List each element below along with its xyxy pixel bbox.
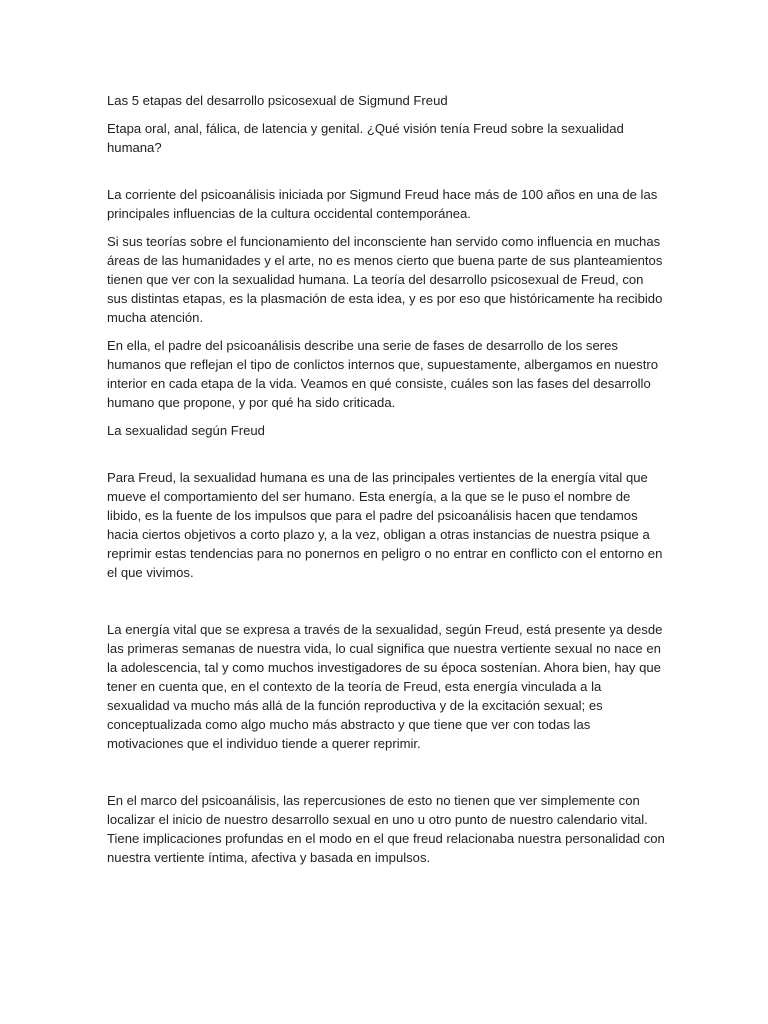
paragraph: La energía vital que se expresa a través de la sexualidad, según Freud, está presente ya desde las primeras semanas de nuestra vida, lo cual significa que nuestra vertiente sexual no nace en la adolescencia, tal y como muchos investigadores de su época sostenían. Ahora bien, hay que tener en cuenta que, en el contexto de la teoría de Freud, esta energía vinculada a la sexualidad va mucho más allá de la función reproductiva y de la excitación sexual; es conceptualizada como algo mucho más abstracto y que tiene que ver con todas las motivaciones que el individuo tiende a querer reprimir.	[107, 622, 663, 751]
paragraph: La corriente del psicoanálisis iniciada por Sigmund Freud hace más de 100 años en una de las principales influencias de la cultura occidental contemporánea.	[107, 187, 658, 221]
section-heading: La sexualidad según Freud	[107, 423, 265, 438]
paragraph: Para Freud, la sexualidad humana es una de las principales vertientes de la energía vital que mueve el comportamiento del ser humano. Esta energía, a la que se le puso el nombre de libido, es la fuente de los impulsos que para el padre del psicoanálisis hacen que tendamos hacia ciertos objetivos a corto plazo y, a la vez, obligan a otras instancias de nuestra psique a reprimir estas tendencias para no ponernos en peligro o no entrar en conflicto con el entorno en el que vivimos.	[107, 470, 663, 580]
paragraph: En el marco del psicoanálisis, las repercusiones de esto no tienen que ver simplemente con localizar el inicio de nuestro desarrollo sexual en uno u otro punto de nuestro calendario vital. Tiene implicaciones profundas en el modo en el que freud relacionaba nuestra personalidad con nuestra vertiente íntima, afectiva y basada en impulsos.	[107, 793, 665, 865]
document-subtitle: Etapa oral, anal, fálica, de latencia y genital. ¿Qué visión tenía Freud sobre la sexualidad humana?	[107, 121, 624, 155]
paragraph: Si sus teorías sobre el funcionamiento del inconsciente han servido como influencia en muchas áreas de las humanidades y el arte, no es menos cierto que buena parte de sus planteamientos tienen que ver con la sexualidad humana. La teoría del desarrollo psicosexual de Freud, con sus distintas etapas, es la plasmación de esta idea, y es por eso que históricamente ha recibido mucha atención.	[107, 234, 663, 325]
document-body	[107, 91, 667, 876]
paragraph: En ella, el padre del psicoanálisis describe una serie de fases de desarrollo de los seres humanos que reflejan el tipo de conlictos internos que, supuestamente, albergamos en nuestro interior en cada etapa de la vida. Veamos en qué consiste, cuáles son las fases del desarrollo humano que propone, y por qué ha sido criticada.	[107, 338, 659, 410]
document-title: Las 5 etapas del desarrollo psicosexual de Sigmund Freud	[107, 93, 448, 108]
